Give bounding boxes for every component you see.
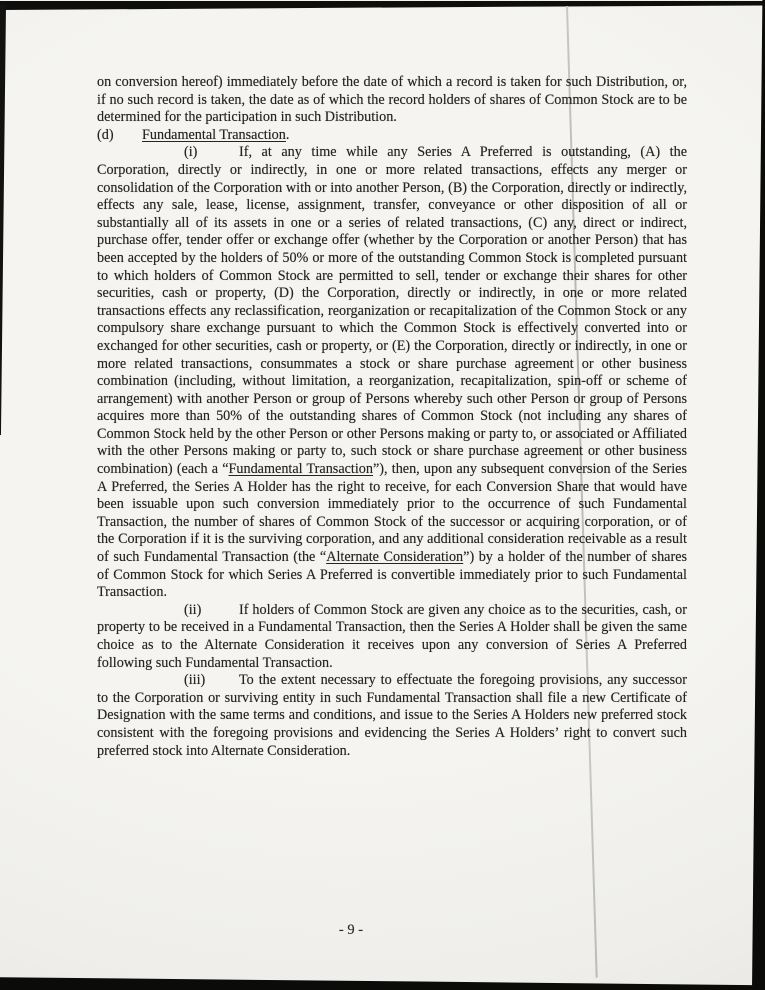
- paragraph-continuation: on conversion hereof) immediately before the date of which a record is taken for such Distribution, or, if no such record is taken, the date as of which the record holders of shares of Common Stock are to be determined for the participation in such Distribution.: [97, 74, 687, 126]
- section-title: Fundamental Transaction: [142, 126, 286, 143]
- clause-iii: [97, 672, 687, 760]
- clause-iii-text: To the extent necessary to effectuate the foregoing provisions, any successor to the Corporation or surviving entity in such Fundamental Transaction shall file a new Certificate of Designation with the same terms and conditions, and issue to the Series A Holders new preferred stock consistent with the foregoing provisions and evidencing the Series A Holders’ right to convert such preferred stock into Alternate Consideration.: [97, 672, 687, 759]
- clause-ii: [97, 602, 687, 672]
- page-number: - 9 -: [338, 922, 364, 938]
- section-heading: [97, 127, 687, 145]
- clause-i: [97, 144, 687, 601]
- scan-bottom-edge-band: [0, 973, 765, 990]
- scan-right-edge-band: [752, 0, 765, 990]
- section-title-period: .: [285, 126, 290, 143]
- clause-i-text-part3: ”) by a holder of the number of shares of Common Stock for which Series A Preferred is convertible immediately prior to such Fundamental Transaction.: [97, 549, 688, 601]
- scan-left-edge-band: [0, 5, 6, 435]
- clause-i-label: (i): [184, 144, 198, 161]
- section-label: (d): [97, 126, 114, 143]
- clause-iii-label: (iii): [184, 672, 206, 689]
- clause-ii-label: (ii): [184, 601, 202, 618]
- clause-ii-text: If holders of Common Stock are given any choice as to the securities, cash, or property to be received in a Fundamental Transaction, then the Series A Holder shall be given the same choice as to the Alternate Consideration it receives upon any conversion of Series A Preferred following such Fundamental Transaction.: [97, 601, 687, 671]
- scan-top-edge-band: [0, 1, 765, 10]
- clause-i-text-part1: If, at any time while any Series A Preferred is outstanding, (A) the Corporation, directly or indirectly, in one or more related transactions, effects any merger or consolidation of the Corporation with or into another Person, (B) the Corporation, directly or indirectly, effects any sale, lease, license, assignment, transfer, conveyance or other disposition of all or substantially all of its assets in one or a series of related transactions, (C) any, direct or indirect, purchase offer, tender offer or exchange offer (whether by the Corporation or another Person) that has been accepted by the holders of 50% or more of the outstanding Common Stock is completed pursuant to which holders of Common Stock are permitted to sell, tender or exchange their shares for other securities, cash or property, (D) the Corporation, directly or indirectly, in one or more related transactions effects any reclassification, reorganization or recapitalization of the Common Stock or any compulsory share exchange pursuant to which the Common Stock is effectively converted into or exchanged for other securities, cash or property, or (E) the Corporation, directly or indirectly, in one or more related transactions, consummates a stock or share purchase agreement or other business combination (including, without limitation, a reorganization, recapitalization, spin-off or scheme of arrangement) with another Person or group of Persons whereby such other Person or group of Persons acquires more than 50% of the outstanding shares of Common Stock (not including any shares of Common Stock held by the other Person or other Persons making or party to, or associated or Affiliated with the other Persons making or party to, such stock or share purchase agreement or other business combination) (each a “: [97, 144, 687, 478]
- clause-i-text-part2: ”), then, upon any subsequent conversion of the Series A Preferred, the Series A Holder has the right to receive, for each Conversion Share that would have been issuable upon such conversion immediately prior to the occurrence of such Fundamental Transaction, the number of shares of Common Stock of the successor or acquiring corporation, or of the Corporation if it is the surviving corporation, and any additional consideration receivable as a result of such Fundamental Transaction (the “: [97, 461, 688, 566]
- defined-term-fundamental-transaction: Fundamental Transaction: [228, 461, 373, 478]
- document-body: [97, 74, 687, 760]
- defined-term-alternate-consideration: Alternate Consideration: [326, 549, 464, 566]
